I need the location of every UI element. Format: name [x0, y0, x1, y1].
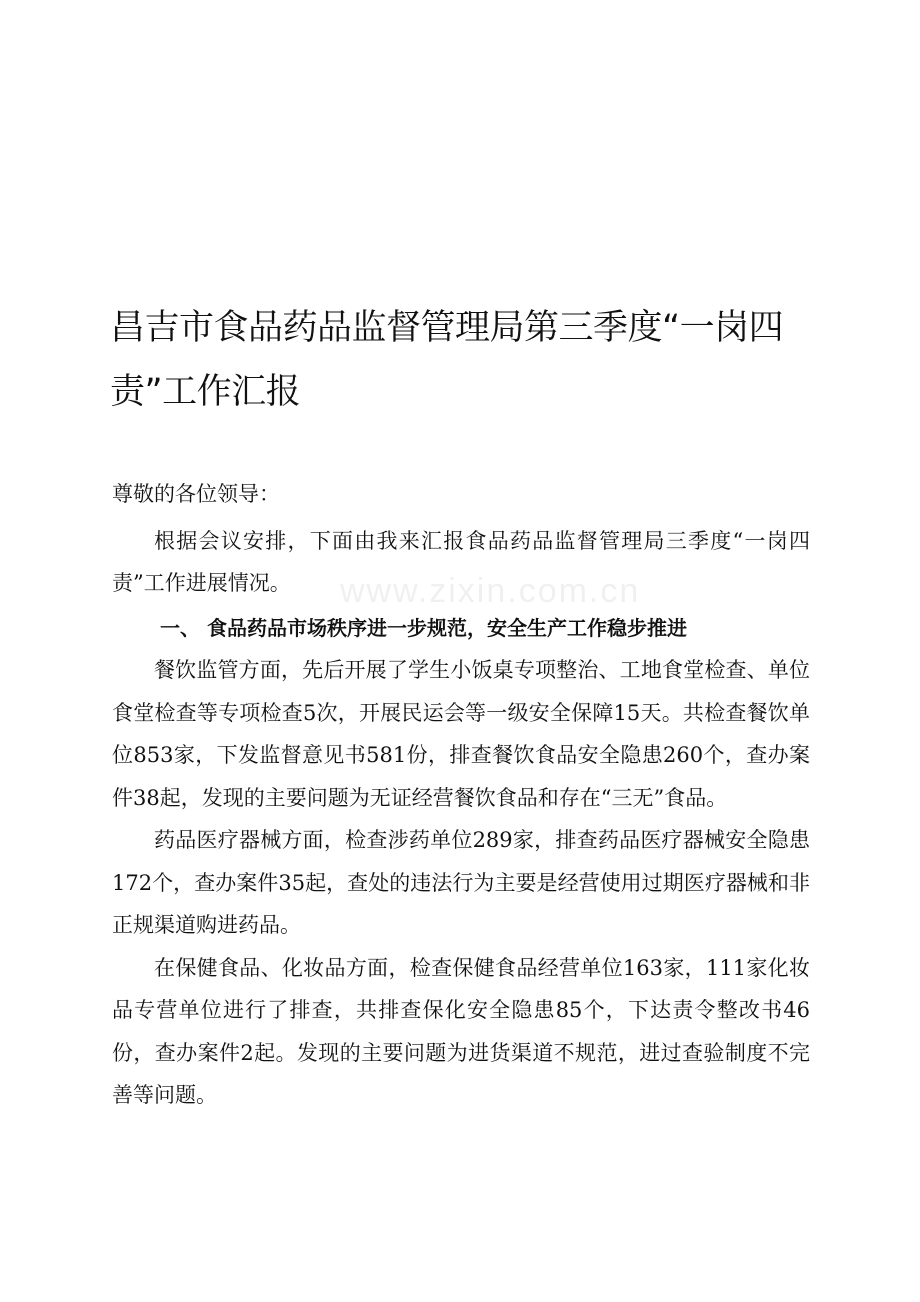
document-title: 昌吉市食品药品监督管理局第三季度“一岗四责”工作汇报	[110, 308, 784, 412]
intro-paragraph: 根据会议安排，下面由我来汇报食品药品监督管理局三季度“一岗四责”工作进展情况。	[112, 528, 810, 595]
paragraph-health-cosmetics: 在保健食品、化妆品方面，检查保健食品经营单位163家，111家化妆品专营单位进行了排查，共排查保化安全隐患85个，下达责令整改书46份，查办案件2起。发现的主要问题为进货渠道不规范，进过查验制度不完善等问题。	[112, 955, 810, 1107]
watermark: www.zixin.com.cn	[340, 572, 641, 610]
greeting: 尊敬的各位领导：	[112, 482, 280, 506]
document-body	[112, 473, 810, 1117]
section-heading-1: 一、 食品药品市场秩序进一步规范，安全生产工作稳步推进	[160, 615, 687, 640]
paragraph-drugs-devices: 药品医疗器械方面，检查涉药单位289家，排查药品医疗器械安全隐患172个，查办案件35起，查处的违法行为主要是经营使用过期医疗器械和非正规渠道购进药品。	[112, 828, 810, 937]
paragraph-catering: 餐饮监管方面，先后开展了学生小饭桌专项整治、工地食堂检查、单位食堂检查等专项检查5次，开展民运会等一级安全保障15天。共检查餐饮单位853家，下发监督意见书581份，排查餐饮食品安全隐患260个，查办案件38起，发现的主要问题为无证经营餐饮食品和存在“三无”食品。	[112, 658, 810, 810]
